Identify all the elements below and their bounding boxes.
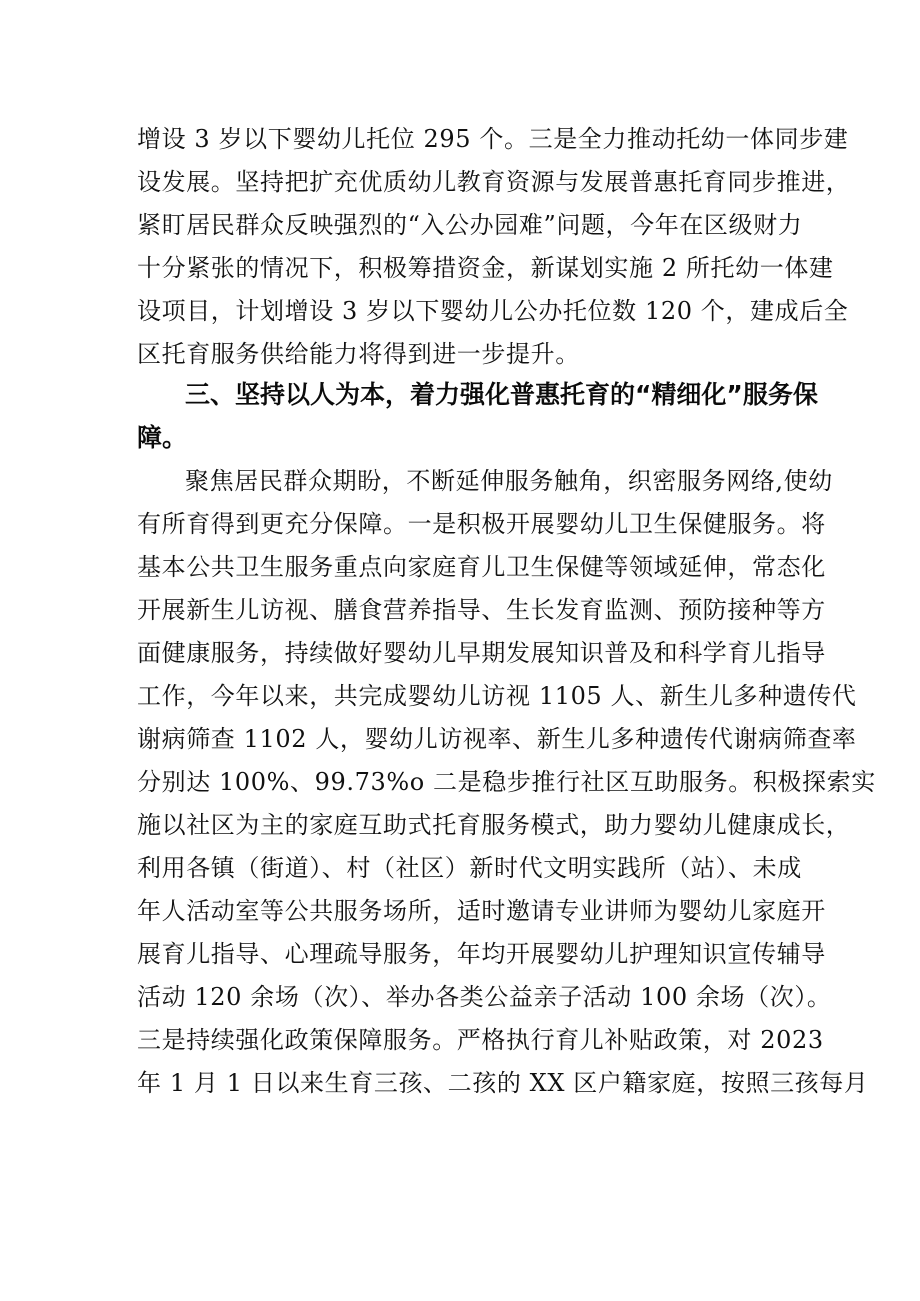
paragraph-line: 年 1 月 1 日以来生育三孩、二孩的 XX 区户籍家庭，按照三孩每月 (137, 1069, 869, 1097)
paragraph-line: 设项目，计划增设 3 岁以下婴幼儿公办托位数 120 个，建成后全 (137, 297, 849, 325)
heading-line: 障。 (137, 423, 188, 452)
paragraph-line: 利用各镇（街道）、村（社区）新时代文明实践所（站）、未成 (137, 854, 802, 882)
paragraph-line: 施以社区为主的家庭互助式托育服务模式，助力婴幼儿健康成长， (137, 811, 851, 839)
paragraph-line: 紧盯居民群众反映强烈的“入公办园难”问题，今年在区级财力 (137, 211, 803, 239)
paragraph-line: 年人活动室等公共服务场所，适时邀请专业讲师为婴幼儿家庭开 (137, 897, 826, 925)
paragraph-service-guarantee (137, 460, 876, 1105)
paragraph-line: 面健康服务，持续做好婴幼儿早期发展知识普及和科学育儿指导 (137, 639, 826, 667)
paragraph-line: 分别达 100%、99.73%o 二是稳步推行社区互助服务。积极探索实 (137, 768, 876, 796)
paragraph-line: 基本公共卫生服务重点向家庭育儿卫生保健等领域延伸，常态化 (137, 553, 826, 581)
paragraph-line: 谢病筛查 1102 人，婴幼儿访视率、新生儿多种遗传代谢病筛查率 (137, 725, 857, 753)
paragraph-childcare-expansion (137, 118, 851, 376)
paragraph-line: 有所育得到更充分保障。一是积极开展婴幼儿卫生保健服务。将 (137, 510, 826, 538)
paragraph-line: 设发展。坚持把扩充优质幼儿教育资源与发展普惠托育同步推进， (137, 168, 851, 196)
paragraph-line: 工作，今年以来，共完成婴幼儿访视 1105 人、新生儿多种遗传代 (137, 682, 857, 710)
paragraph-line: 三是持续强化政策保障服务。严格执行育儿补贴政策，对 2023 (137, 1026, 824, 1054)
paragraph-line: 开展新生儿访视、膳食营养指导、生长发育监测、预防接种等方 (137, 596, 826, 624)
paragraph-line: 区托育服务供给能力将得到进一步提升。 (137, 340, 580, 368)
paragraph-line: 聚焦居民群众期盼，不断延伸服务触角，织密服务网络,使幼 (185, 467, 833, 495)
section-heading (137, 373, 818, 459)
heading-line: 三、坚持以人为本，着力强化普惠托育的“精细化”服务保 (185, 380, 818, 409)
paragraph-line: 十分紧张的情况下，积极筹措资金，新谋划实施 2 所托幼一体建 (137, 254, 834, 282)
paragraph-line: 展育儿指导、心理疏导服务，年均开展婴幼儿护理知识宣传辅导 (137, 940, 826, 968)
paragraph-line: 增设 3 岁以下婴幼儿托位 295 个。三是全力推动托幼一体同步建 (137, 125, 849, 153)
paragraph-line: 活动 120 余场（次）、举办各类公益亲子活动 100 余场（次）。 (137, 983, 832, 1011)
